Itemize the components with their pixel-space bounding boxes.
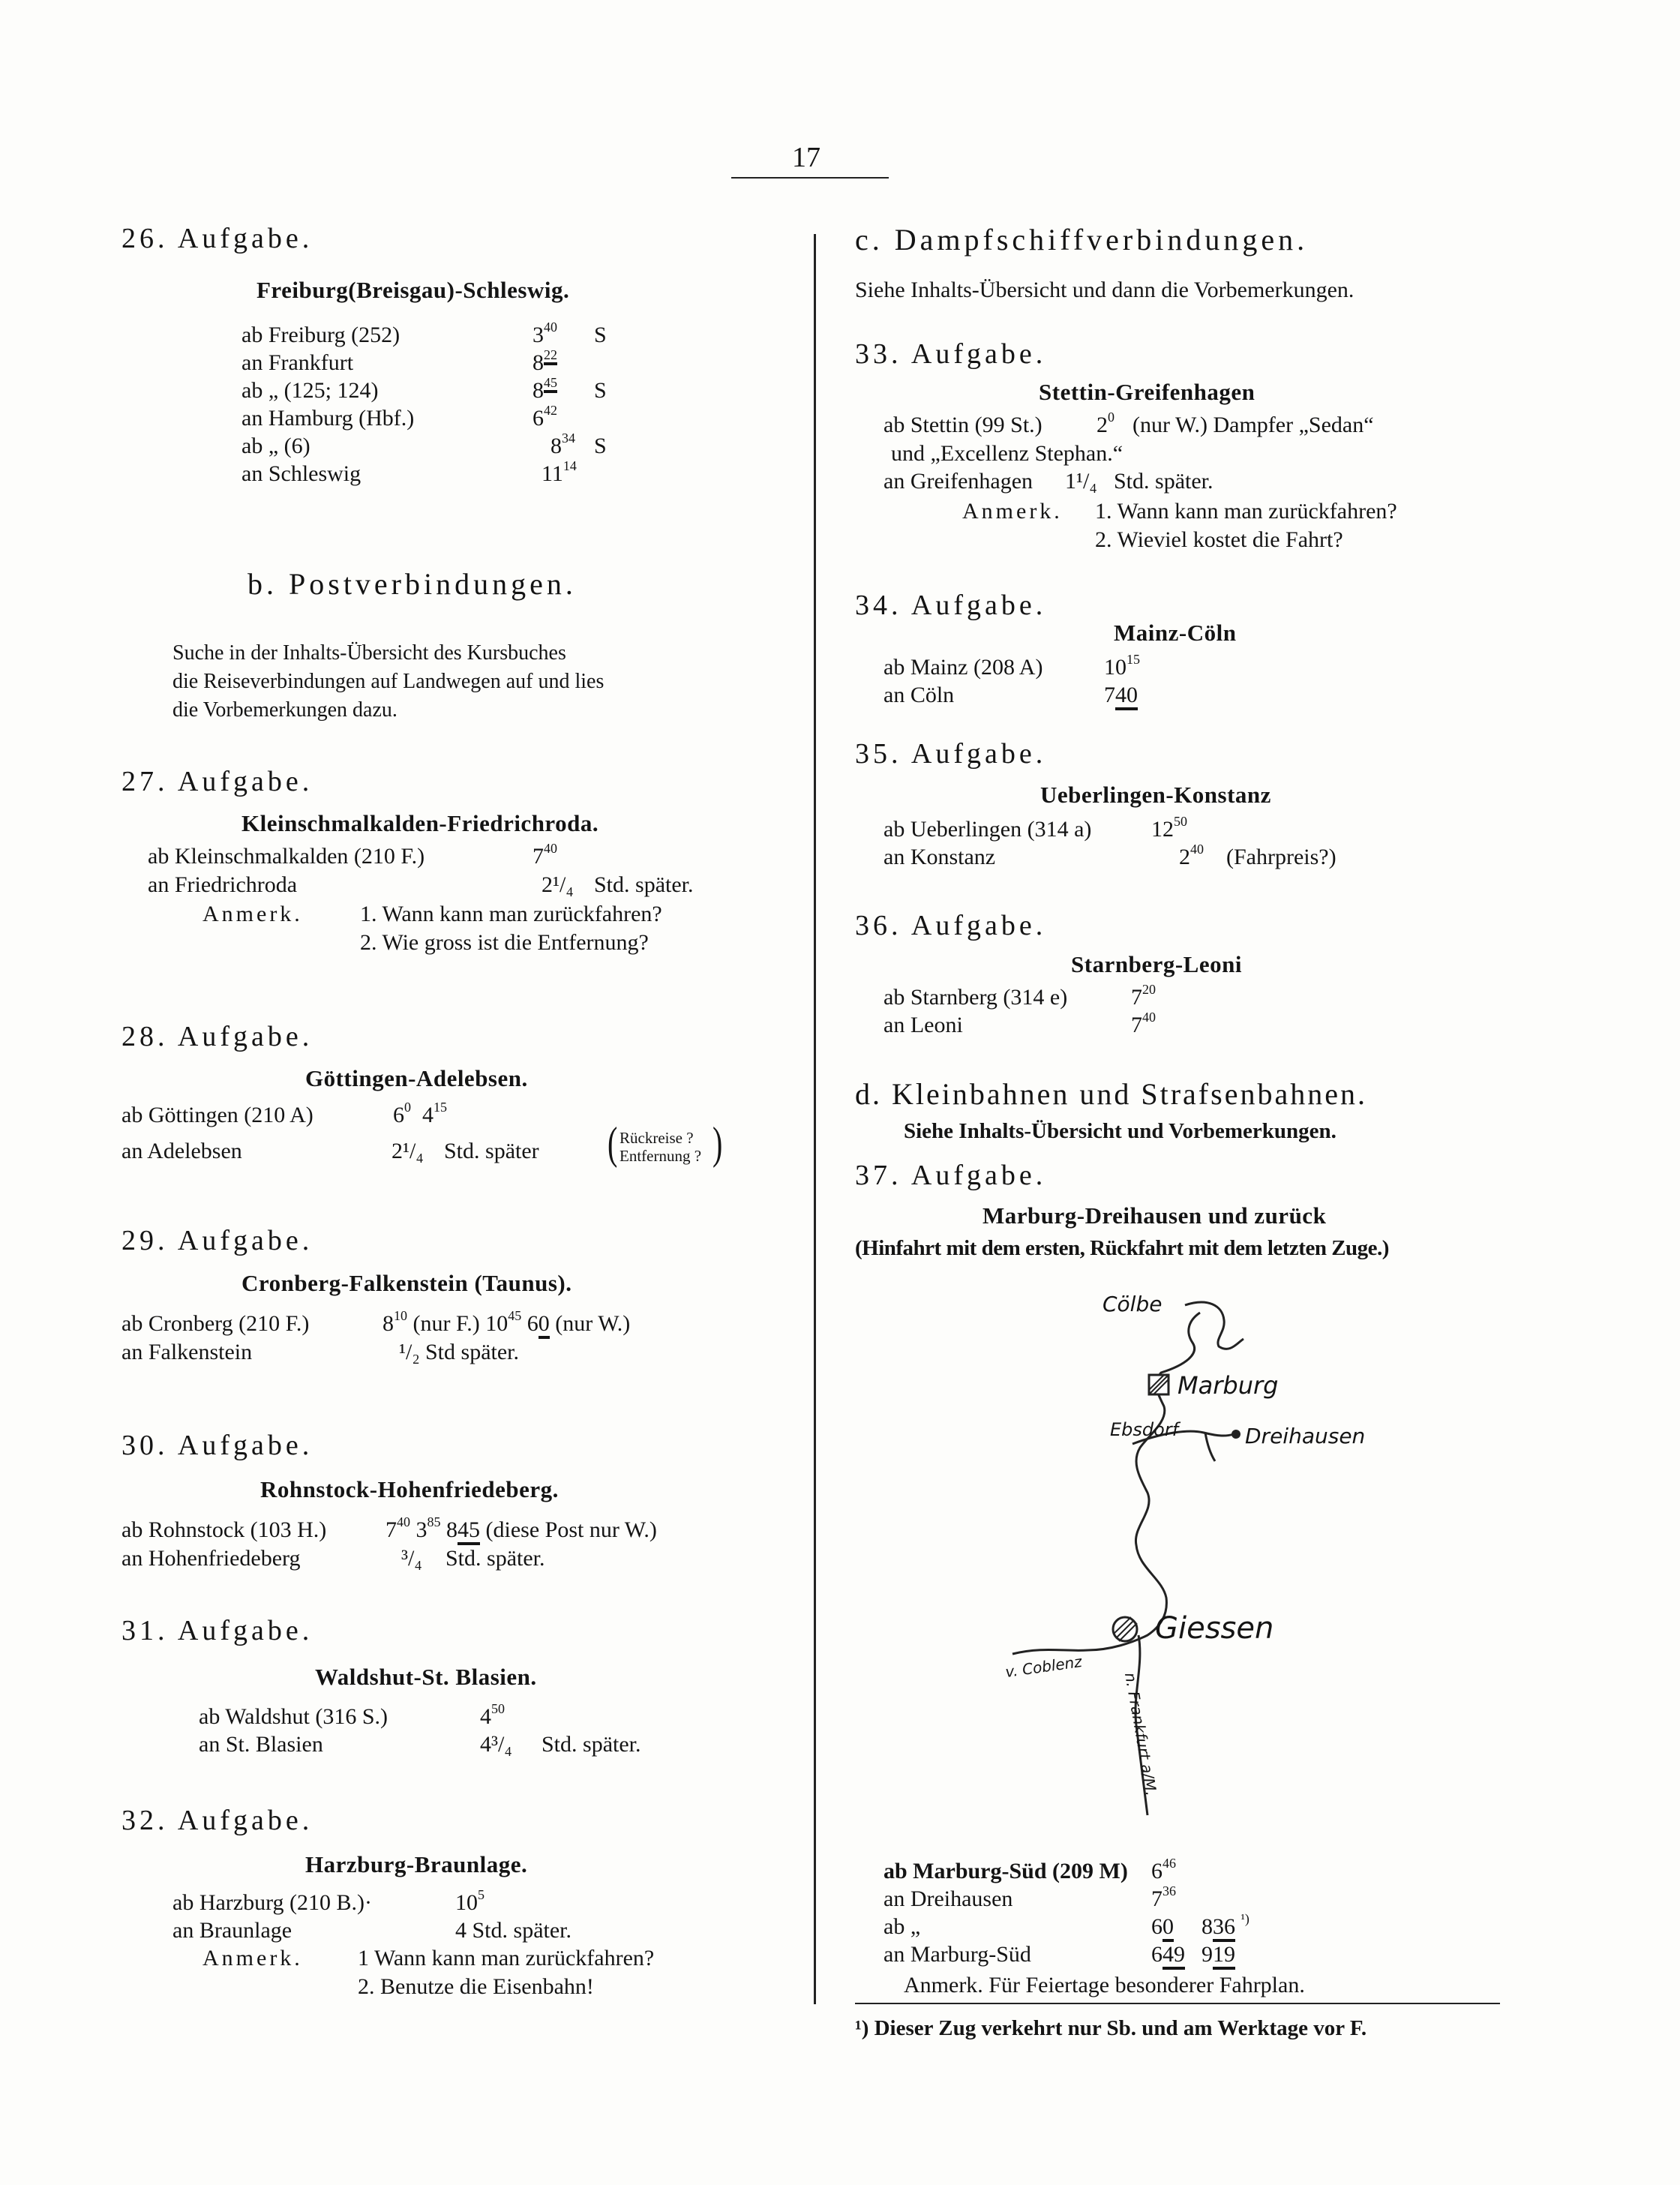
timetable-row-label: an Adelebsen: [122, 1139, 242, 1163]
section-d-heading: d. Kleinbahnen und Strafsenbahnen.: [855, 1077, 1367, 1111]
anmerk-label: Anmerk.: [202, 902, 303, 926]
timetable-row-time: $7^{40}$: [1131, 1010, 1156, 1037]
section-c-text: Siehe Inhalts-Übersicht und dann die Vorbemerkungen.: [855, 278, 1354, 302]
timetable-row-label: ab Waldshut (316 S.): [199, 1704, 388, 1729]
timetable-row-label: ab Freiburg (252): [242, 323, 400, 347]
section-b-text-line: Suche in der Inhalts-Übersicht des Kursbuches: [172, 641, 566, 665]
timetable-row-label: an Frankfurt: [242, 350, 354, 375]
map-label-giessen: Giessen: [1155, 1611, 1274, 1646]
task-27-heading: 27. Aufgabe.: [122, 766, 314, 797]
timetable-row-time: $8^{22}$: [532, 347, 557, 375]
timetable-row-label: ab „ (125; 124): [242, 378, 379, 403]
timetable-row-label: ab „: [884, 1914, 921, 1939]
timetable-row-note: und „Excellenz Stephan.“: [891, 441, 1124, 466]
section-b-text-line: die Vorbemerkungen dazu.: [172, 698, 398, 722]
task-29-heading: 29. Aufgabe.: [122, 1225, 314, 1256]
timetable-row-time: $2^0$: [1096, 410, 1114, 437]
page-number: 17: [792, 142, 820, 173]
task-36-heading: 36. Aufgabe.: [855, 910, 1047, 941]
marburg-town-symbol: [1149, 1375, 1168, 1394]
anmerk-note: 1. Wann kann man zurückfahren?: [360, 902, 662, 926]
timetable-row-label: an Cöln: [884, 683, 955, 707]
section-c-heading: c. Dampfschiffverbindungen.: [855, 223, 1309, 257]
timetable-row-fraction: 1¹/₄: [1065, 469, 1097, 494]
task-30-heading: 30. Aufgabe.: [122, 1430, 314, 1461]
timetable-row-note: Std. später.: [446, 1546, 545, 1571]
footnote: ¹) Dieser Zug verkehrt nur Sb. und am Werktage vor F.: [855, 2016, 1367, 2040]
timetable-row-time: $7^{40}$: [532, 841, 557, 869]
timetable-row-label: an St. Blasien: [199, 1732, 323, 1757]
task-33-title: Stettin-Greifenhagen: [1039, 379, 1256, 405]
anmerk-label: Anmerk.: [202, 1946, 303, 1970]
timetable-row-label: ab Göttingen (210 A): [122, 1103, 314, 1127]
task-37-subtitle: (Hinfahrt mit dem ersten, Rückfahrt mit dem letzten Zuge.): [855, 1236, 1389, 1260]
timetable-row-time: 919: [1202, 1942, 1235, 1967]
timetable-row-label: ab „ (6): [242, 434, 310, 458]
timetable-row-time: $6^{46}$: [1151, 1856, 1176, 1883]
task-32-title: Harzburg-Braunlage.: [305, 1851, 528, 1877]
timetable-row-time: $6^0$ $4^{15}$: [393, 1100, 447, 1127]
timetable-row-time: $10^5$: [455, 1887, 484, 1915]
timetable-row-note: (Fahrpreis?): [1226, 845, 1336, 869]
timetable-row-time: $7^{40}$ $3^{85}$ 845 (diese Post nur W.): [386, 1517, 657, 1543]
task-35-title: Ueberlingen-Konstanz: [1040, 782, 1271, 808]
map-label-ebsdorf: Ebsdorf: [1110, 1419, 1179, 1440]
timetable-row-time: $6^{42}$: [532, 403, 557, 431]
timetable-row-fraction: 2¹/₄: [542, 872, 574, 897]
timetable-row-flag: S: [594, 323, 607, 347]
timetable-row-label: an Greifenhagen: [884, 469, 1034, 494]
task-28-title: Göttingen-Adelebsen.: [305, 1065, 528, 1091]
task-26-heading: 26. Aufgabe.: [122, 223, 314, 254]
aside-note: Rückreise ?: [620, 1129, 694, 1147]
lahn-river: [1012, 1313, 1200, 1654]
timetable-row-time: $4^{50}$: [480, 1701, 505, 1729]
route-map: [960, 1275, 1395, 1845]
timetable-row-time: $7^{20}$: [1131, 982, 1156, 1010]
timetable-row-fraction: ³/₄: [401, 1546, 422, 1571]
timetable-row-note: Std. später.: [1114, 469, 1214, 494]
anmerk-note: 2. Benutze die Eisenbahn!: [358, 1974, 594, 1999]
timetable-row-label: an Hohenfriedeberg: [122, 1546, 301, 1571]
timetable-row-time: $8^{45}$: [532, 375, 557, 403]
task-29-title: Cronberg-Falkenstein (Taunus).: [242, 1270, 572, 1296]
timetable-row-time: 740: [1104, 683, 1138, 708]
timetable-row-time: $11^{14}$: [542, 458, 577, 486]
timetable-row-time: $10^{15}$: [1104, 652, 1140, 680]
task-37-anmerk: Anmerk. Für Feiertage besonderer Fahrplan.: [904, 1973, 1305, 1997]
task-30-title: Rohnstock-Hohenfriedeberg.: [260, 1476, 559, 1502]
task-36-title: Starnberg-Leoni: [1071, 951, 1242, 977]
anmerk-note: 1. Wann kann man zurückfahren?: [1095, 499, 1397, 524]
giessen-town-symbol: [1113, 1617, 1137, 1641]
timetable-row-fraction: ¹/₂: [399, 1340, 420, 1364]
task-32-heading: 32. Aufgabe.: [122, 1805, 314, 1836]
timetable-row-time: 60: [1151, 1914, 1174, 1940]
route-map-drawing: [960, 1275, 1395, 1845]
railway-spur: [1205, 1433, 1215, 1461]
timetable-row-label: ab Rohnstock (103 H.): [122, 1517, 327, 1542]
colbe-branch: [1185, 1302, 1244, 1349]
timetable-row-fraction: 4³/₄: [480, 1732, 512, 1757]
map-label-coblenz: v. Coblenz: [1004, 1652, 1084, 1682]
task-31-title: Waldshut-St. Blasien.: [315, 1664, 537, 1690]
timetable-row-label: ab Harzburg (210 B.)·: [172, 1890, 373, 1915]
timetable-row-label: an Braunlage: [172, 1918, 292, 1943]
timetable-row-label: ab Ueberlingen (314 a): [884, 817, 1092, 842]
timetable-row-time: $12^{50}$: [1151, 814, 1187, 842]
dreihausen-dot: [1232, 1430, 1240, 1439]
timetable-row-time: $8^{10}$ (nur F.) $10^{45}$ 60 (nur W.): [382, 1311, 630, 1337]
timetable-row-label: ab Marburg-Süd (209 M): [884, 1859, 1128, 1883]
anmerk-note: 2. Wie gross ist die Entfernung?: [360, 930, 649, 955]
timetable-row-label: ab Kleinschmalkalden (210 F.): [148, 844, 425, 869]
task-26-title: Freiburg(Breisgau)-Schleswig.: [256, 277, 570, 303]
timetable-row-label: ab Starnberg (314 e): [884, 985, 1068, 1010]
timetable-row-label: an Marburg-Süd: [884, 1942, 1031, 1967]
timetable-row-note: 4 Std. später.: [455, 1918, 572, 1943]
timetable-row-time: $3^{40}$: [532, 320, 557, 347]
timetable-row-note: (nur W.) Dampfer „Sedan“: [1132, 413, 1374, 437]
section-b-text-line: die Reiseverbindungen auf Landwegen auf und lies: [172, 670, 604, 693]
timetable-row-label: an Konstanz: [884, 845, 996, 869]
timetable-row-note: Std später.: [425, 1340, 519, 1364]
section-b-heading: b. Postverbindungen.: [248, 567, 577, 601]
timetable-row-time: $8^{34}$: [550, 431, 575, 458]
brace-close: ): [712, 1117, 723, 1169]
task-34-heading: 34. Aufgabe.: [855, 590, 1047, 621]
column-divider: [814, 234, 816, 2004]
timetable-row-note: Std. später.: [542, 1732, 641, 1757]
timetable-row-label: an Hamburg (Hbf.): [242, 406, 415, 431]
section-d-text: Siehe Inhalts-Übersicht und Vorbemerkungen.: [904, 1119, 1336, 1143]
timetable-row-flag: S: [594, 434, 607, 458]
anmerk-note: 2. Wieviel kostet die Fahrt?: [1095, 527, 1343, 552]
timetable-row-label: ab Mainz (208 A): [884, 655, 1043, 680]
timetable-row-label: an Schleswig: [242, 461, 362, 486]
aside-note: Entfernung ?: [620, 1147, 702, 1165]
anmerk-note: 1 Wann kann man zurückfahren?: [358, 1946, 655, 1970]
map-label-colbe: Cölbe: [1102, 1292, 1162, 1316]
timetable-row-fraction: 2¹/₄: [392, 1139, 424, 1163]
anmerk-label: Anmerk.: [962, 499, 1063, 524]
task-37-heading: 37. Aufgabe.: [855, 1160, 1047, 1191]
timetable-row-label: an Friedrichroda: [148, 872, 298, 897]
task-28-heading: 28. Aufgabe.: [122, 1021, 314, 1052]
timetable-row-note: Std. später.: [594, 872, 694, 897]
task-35-heading: 35. Aufgabe.: [855, 738, 1047, 770]
timetable-row-time: $2^{40}$: [1179, 842, 1204, 869]
timetable-row-flag: S: [594, 378, 607, 403]
task-34-title: Mainz-Cöln: [1114, 620, 1237, 646]
task-37-title: Marburg-Dreihausen und zurück: [982, 1202, 1327, 1229]
timetable-row-label: ab Stettin (99 St.): [884, 413, 1042, 437]
map-label-dreihausen: Dreihausen: [1245, 1424, 1366, 1448]
map-label-frankfurt: n. Frankfurt a/M.: [1120, 1670, 1161, 1798]
timetable-row-label: an Falkenstein: [122, 1340, 253, 1364]
timetable-row-label: ab Cronberg (210 F.): [122, 1311, 310, 1336]
timetable-row-time: 836 $^{^1)}$: [1202, 1914, 1250, 1940]
brace-open: (: [608, 1117, 618, 1169]
page-number-rule: [731, 177, 889, 179]
task-27-title: Kleinschmalkalden-Friedrichroda.: [242, 810, 599, 836]
timetable-row-time: $7^{36}$: [1151, 1883, 1176, 1911]
timetable-row-time: 649: [1151, 1942, 1185, 1967]
timetable-row-note: Std. später: [444, 1139, 539, 1163]
task-31-heading: 31. Aufgabe.: [122, 1615, 314, 1646]
timetable-row-label: an Dreihausen: [884, 1886, 1013, 1911]
task-33-heading: 33. Aufgabe.: [855, 338, 1047, 370]
footnote-rule: [855, 2003, 1500, 2004]
timetable-row-label: an Leoni: [884, 1013, 963, 1037]
map-label-marburg: Marburg: [1178, 1371, 1279, 1400]
